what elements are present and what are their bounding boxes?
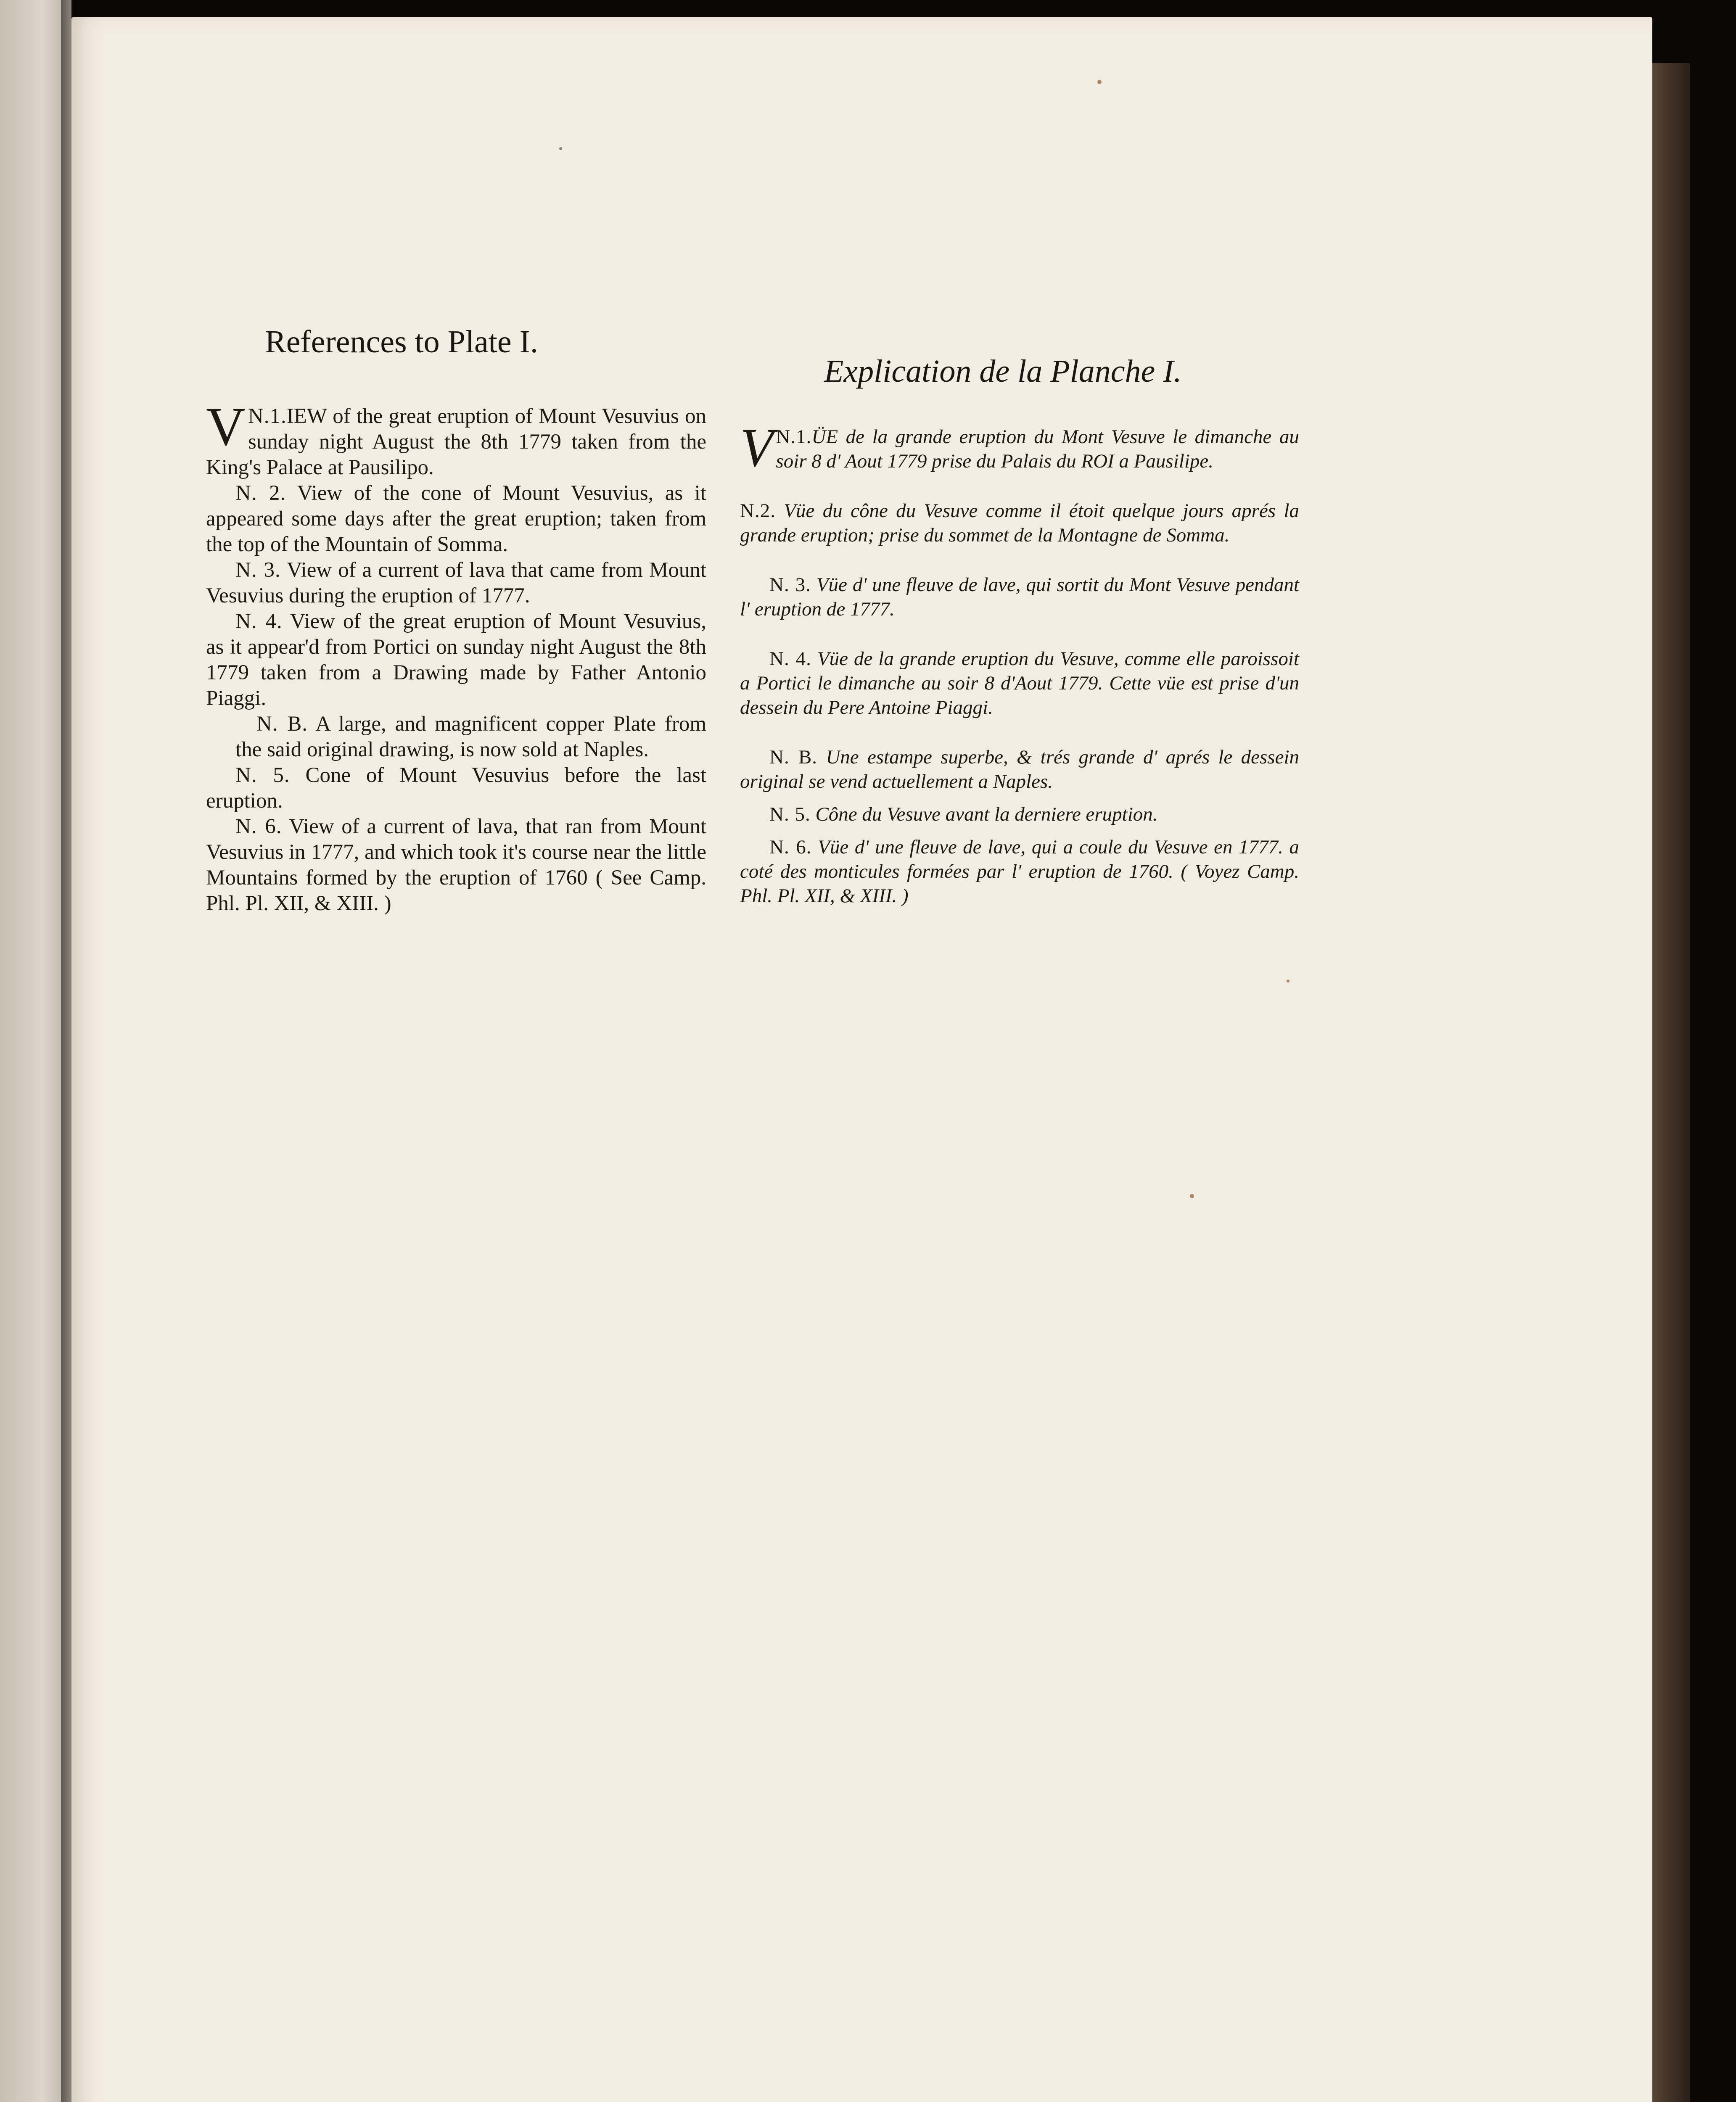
french-entry-4 <box>740 647 1299 720</box>
english-entry-2 <box>206 481 706 557</box>
entry-text: A large, and magnificent copper Plate from the said original drawing, is now sold at Naples. <box>235 712 707 761</box>
entry-number: N. 5. <box>235 763 290 787</box>
entry-number: N. 4. <box>235 610 283 633</box>
entry-number: N. 4. <box>769 648 811 670</box>
entry-text: View of the cone of Mount Vesuvius, as it appeared some days after the great eruption; taken from the top of the Mountain of Somma. <box>206 481 706 556</box>
entry-number: N.1. <box>248 404 287 428</box>
drop-cap: V <box>740 417 774 478</box>
french-entries <box>740 417 1300 908</box>
entry-number: N. 6. <box>235 815 282 838</box>
book-page <box>71 17 1652 2102</box>
entry-text: Vüe d' une fleuve de lave, qui sortit du Mont Vesuve pendant l' eruption de 1777. <box>740 574 1300 620</box>
french-entry-1 <box>740 417 1299 478</box>
entry-number: N. 5. <box>769 803 811 825</box>
french-entry-2 <box>740 499 1299 547</box>
english-entry-4 <box>206 609 706 711</box>
entry-text: View of a current of lava that came from Mount Vesuvius during the eruption of 1777. <box>206 558 706 607</box>
entry-number: N.1. <box>776 426 812 448</box>
entry-number: N. 3. <box>769 574 811 596</box>
entry-text: Vüe de la grande eruption du Vesuve, comme elle paroissoit a Portici le dimanche au soir 8 d'Aout 1779. Cette vüe est prise d'un dessein du Pere Antoine Piaggi. <box>740 648 1299 718</box>
entry-number: N. 3. <box>235 558 281 582</box>
english-entries <box>206 396 707 916</box>
english-entry-1 <box>206 396 706 481</box>
entry-text: Une estampe superbe, & trés grande d' aprés le dessein original se vend actuellement a Naples. <box>740 746 1300 792</box>
french-nota-bene <box>740 745 1299 794</box>
paper-speck <box>559 147 562 150</box>
entry-text: View of a current of lava, that ran from Mount Vesuvius in 1777, and which took it's course near the little Mountains formed by the eruption of 1760 ( See Camp. Phl. Pl. XII, & XIII. ) <box>206 815 706 915</box>
english-entry-6 <box>206 814 706 916</box>
entry-number: N. 2. <box>235 481 286 505</box>
drop-cap: V <box>206 396 246 457</box>
english-entry-5 <box>206 763 706 814</box>
paper-speck <box>1287 980 1289 982</box>
paper-speck <box>1097 80 1102 84</box>
entry-number: N.2. <box>740 500 776 522</box>
french-entry-5 <box>740 802 1299 827</box>
entry-number: N. B. <box>256 712 308 736</box>
entry-text: IEW of the great eruption of Mount Vesuvius on sunday night August the 8th 1779 taken from the King's Palace at Pausilipo. <box>206 404 706 479</box>
english-nota-bene <box>235 711 706 763</box>
entry-text: View of the great eruption of Mount Vesuvius, as it appear'd from Portici on sunday night August the 8th 1779 taken from a Drawing made by Father Antonio Piaggi. <box>206 610 706 710</box>
french-heading: Explication de la Planche I. <box>824 354 1182 389</box>
french-entry-3 <box>740 573 1299 621</box>
entry-number: N. 6. <box>769 836 812 858</box>
french-entry-6 <box>740 835 1299 908</box>
english-entry-3 <box>206 557 706 609</box>
entry-text: ÜE de la grande eruption du Mont Vesuve le dimanche au soir 8 d' Aout 1779 prise du Palais du ROI a Pausilipe. <box>776 426 1299 472</box>
english-heading: References to Plate I. <box>265 324 538 359</box>
entry-number: N. B. <box>769 746 818 768</box>
entry-text: Cône du Vesuve avant la derniere eruption. <box>815 803 1158 825</box>
entry-text: Cone of Mount Vesuvius before the last eruption. <box>206 763 706 813</box>
paper-speck <box>1190 1194 1194 1198</box>
entry-text: Vüe du cône du Vesuve comme il étoit quelque jours aprés la grande eruption; prise du sommet de la Montagne de Somma. <box>740 500 1300 546</box>
entry-text: Vüe d' une fleuve de lave, qui a coule du Vesuve en 1777. a coté des monticules formées par l' eruption de 1760. ( Voyez Camp. Phl. Pl. XII, & XIII. ) <box>740 836 1299 907</box>
